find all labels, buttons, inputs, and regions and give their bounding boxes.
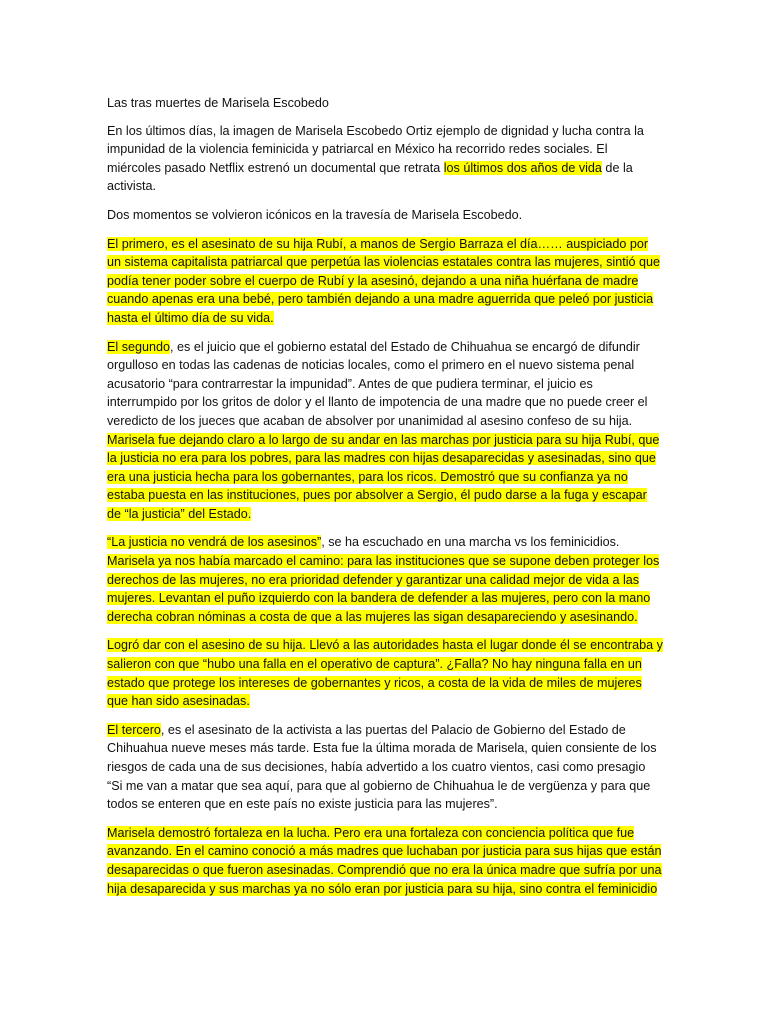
body-text: de la activista. <box>107 160 633 194</box>
highlighted-text: los últimos dos años de vida <box>443 160 602 175</box>
body-text: , es el asesinato de la activista a las puertas del Palacio de Gobierno del Estado de Chihuahua nueve meses más tarde. Esta fue la última morada de Marisela, quien consiente de los riesgos de cada una de sus decisiones, había advertido a los cuatro vientos, casi como presagio “Si me van a matar que sea aquí, para que al gobierno de Chihuahua le de vergüenza y para que todos se enteren que en este país no existe justicia para las mujeres”. <box>107 722 657 812</box>
paragraph <box>107 122 663 196</box>
highlighted-text: Marisela fue dejando claro a lo largo de su andar en las marchas por justicia para su hija Rubí, que la justicia no era para los pobres, para las madres con hijas desaparecidas y asesinadas, sino que era una justicia hecha para los gobernantes, para los ricos. Demostró que su confianza ya no estaba puesta en las instituciones, pues por absolver a Sergio, él pudo darse a la fuga y escapar de “la justicia” del Estado. <box>107 432 660 521</box>
highlighted-text: Marisela demostró fortaleza en la lucha. Pero era una fortaleza con conciencia política que fue avanzando. En el camino conoció a más madres que luchaban por justicia para sus hijas que están desaparecidas o que fueron asesinadas. Comprendió que no era la única madre que sufría por una hija desaparecida y sus marchas ya no sólo eran por justicia para su hija, sino contra el feminicidio <box>107 825 662 896</box>
body-text: , es el juicio que el gobierno estatal del Estado de Chihuahua se encargó de difundir orgulloso en todas las cadenas de noticias locales, como el primero en el nuevo sistema penal acusatorio “para contrarrestar la impunidad”. Antes de que pudiera terminar, el juicio es interrumpido por los gritos de dolor y el llanto de impotencia de una madre que no puede creer el veredicto de los jueces que acaban de absolver por unanimidad al asesino confeso de su hija. <box>107 339 648 428</box>
highlighted-text: “La justicia no vendrá de los asesinos” <box>107 535 322 550</box>
highlighted-text: Marisela ya nos había marcado el camino: para las instituciones que se supone deben proteger los derechos de las mujeres, no era prioridad defender y garantizar una calidad mejor de vida a las mujeres. Levantan el puño izquierdo con la bandera de defender a las mujeres, pero con la mano derecha cobran nóminas a costa de que a las mujeres las sigan desapareciendo y asesinando. <box>107 554 660 624</box>
body-text: , se ha escuchado en una marcha vs los feminicidios. <box>321 535 620 550</box>
paragraph <box>107 721 663 814</box>
paragraph <box>107 206 663 225</box>
highlighted-text: Logró dar con el asesino de su hija. Llevó a las autoridades hasta el lugar donde él se encontraba y salieron con que “hubo una falla en el operativo de captura”. ¿Falla? No hay ninguna falla en un estado que protege los intereses de gobernantes y ricos, a costa de la vida de miles de mujeres que han sido asesinadas. <box>107 638 663 709</box>
document-body <box>107 122 663 899</box>
body-text: Dos momentos se volvieron icónicos en la travesía de Marisela Escobedo. <box>107 207 523 222</box>
paragraph <box>107 636 663 710</box>
paragraph <box>107 824 663 898</box>
document-title: Las tras muertes de Marisela Escobedo <box>107 96 329 110</box>
body-text: En los últimos días, la imagen de Marisela Escobedo Ortiz ejemplo de dignidad y lucha contra la impunidad de la violencia feminicida y patriarcal en México ha recorrido redes sociales. El miércoles pasado Netflix estrenó un documental que retrata <box>107 123 644 175</box>
highlighted-text: El primero, es el asesinato de su hija Rubí, a manos de Sergio Barraza el día…… auspiciado por un sistema capitalista patriarcal que perpetúa las violencias estatales contra las mujeres, sintió que podía tener poder sobre el cuerpo de Rubí y la asesinó, dejando a una niña huérfana de madre cuando apenas era una bebé, pero también dejando a una madre aguerrida que peleó por justicia hasta el último día de su vida. <box>107 236 661 325</box>
highlighted-text: El segundo <box>107 339 171 354</box>
paragraph <box>107 338 663 524</box>
paragraph <box>107 235 663 328</box>
document-page <box>107 94 663 908</box>
paragraph <box>107 533 663 626</box>
highlighted-text: El tercero <box>107 722 161 737</box>
